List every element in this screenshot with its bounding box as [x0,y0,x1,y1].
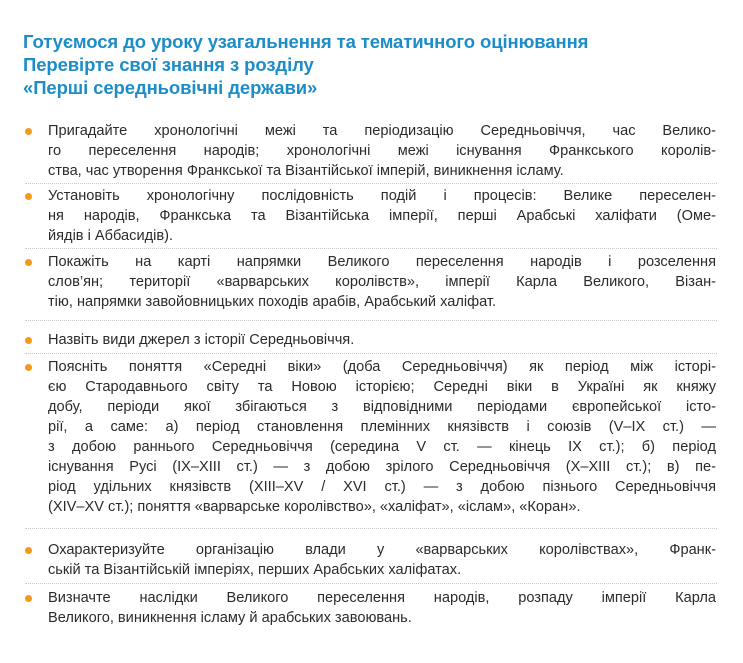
list-item-line: з добою раннього Середньовіччя (середина V ст. — кінець IX ст.); б) період [48,439,716,455]
item-divider [25,353,717,354]
list-item-line: ріод удільних князівств (XIII–XV / XVI ст.) — з добою пізнього Середньовіччя [48,479,716,495]
item-divider [25,583,717,584]
list-item-line: (XIV–XV ст.); поняття «варварське королівство», «халіфат», «іслам», «Коран». [48,499,581,515]
list-item-line: Покажіть на карті напрямки Великого переселення народів і розселення [48,254,716,270]
list-item-line: добу, періоди якої збігаються з відповідними періодами європейської істо- [48,399,716,415]
list-item-line: єю Стародавнього світу та Новою історією; Середні віки в Україні як княжу [48,379,716,395]
item-divider [25,248,717,249]
list-item-line: тію, напрямки завойовницьких походів арабів, Арабський халіфат. [48,294,497,310]
list-item-line: рії, а саме: а) період становлення племінних князівств і союзів (V–IX ст.) — [48,419,716,435]
list-item-line: Поясніть поняття «Середні віки» (доба Середньовіччя) як період між історі- [48,359,716,375]
list-item-line: існування Русі (IX–XIII ст.) — з добою зрілого Середньовіччя (X–XIII ст.); в) пе- [48,459,716,475]
list-item-line: Пригадайте хронологічні межі та періодизацію Середньовіччя, час Велико- [48,123,716,139]
item-divider [25,183,717,184]
list-item-line: ня народів, Франкська та Візантійська імперії, перші Арабські халіфати (Оме- [48,208,716,224]
list-item-line: Великого, виникнення ісламу й арабських завоювань. [48,610,412,626]
heading-line-2: Перевірте свої знання з розділу [23,54,314,75]
heading-line-3: «Перші середньовічні держави» [23,77,318,98]
list-item-line: го переселення народів; хронологічні межі існування Франкського королів- [48,143,716,159]
bullet-icon [25,259,32,266]
list-item-line: Визначте наслідки Великого переселення народів, розпаду імперії Карла [48,590,716,606]
list-item-line: ській та Візантійській імперіях, перших Арабських халіфатах. [48,562,462,578]
heading-line-1: Готуємося до уроку узагальнення та тематичного оцінювання [23,31,589,52]
list-item-line: йядів і Аббасидів). [48,228,174,244]
bullet-icon [25,595,32,602]
item-divider [25,528,717,529]
bullet-icon [25,364,32,371]
list-item-line: слов’ян; території «варварських королівств», імперії Карла Великого, Візан- [48,274,716,290]
bullet-icon [25,193,32,200]
list-item-line: Охарактеризуйте організацію влади у «варварських королівствах», Франк- [48,542,716,558]
item-divider [25,320,717,321]
bullet-icon [25,547,32,554]
list-item-line: Установіть хронологічну послідовність подій і процесів: Велике переселен- [48,188,716,204]
list-item-line: Назвіть види джерел з історії Середньовіччя. [48,332,355,348]
list-item-line: ства, час утворення Франкської та Візантійської імперій, виникнення ісламу. [48,163,564,179]
bullet-icon [25,337,32,344]
bullet-icon [25,128,32,135]
